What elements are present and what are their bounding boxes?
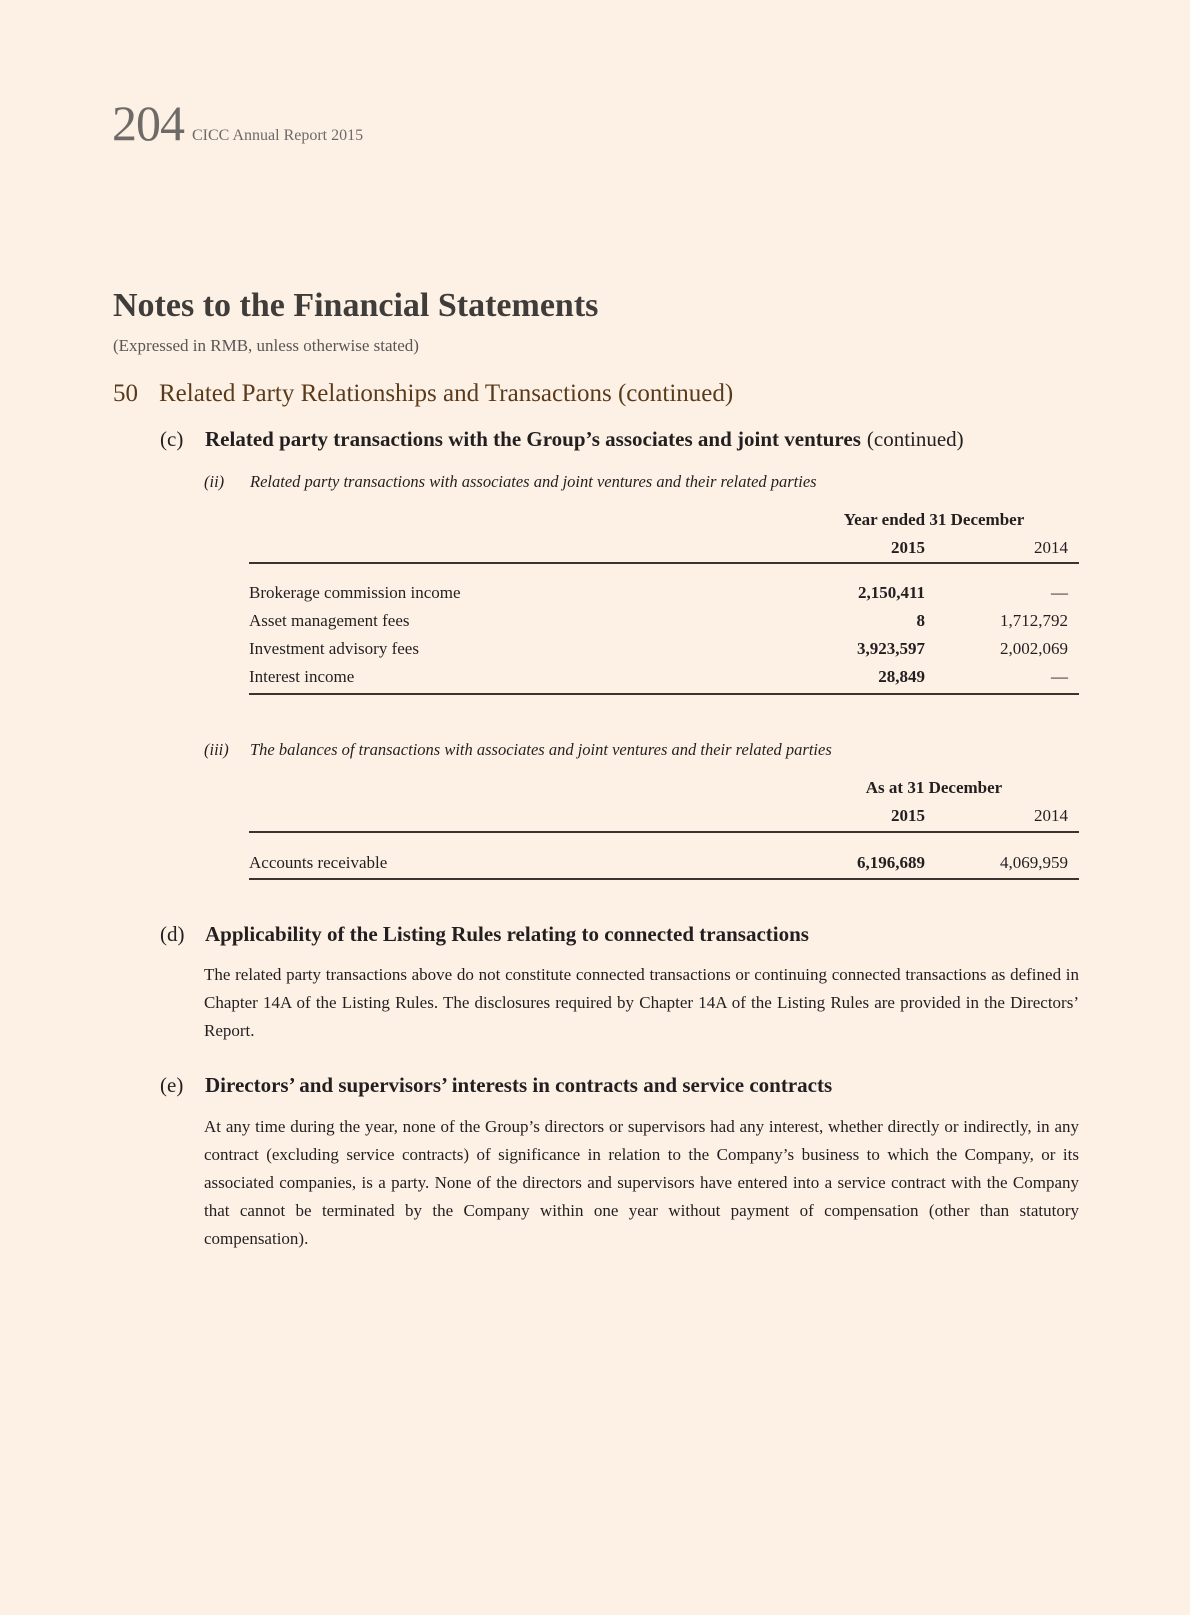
value-2014: 4,069,959	[1000, 853, 1068, 872]
value-2015: 6,196,689	[857, 853, 925, 872]
column-2014: 2014	[1034, 806, 1068, 825]
column-2015: 2015	[891, 806, 925, 825]
subsection-letter: (d)	[160, 922, 185, 946]
column-2014: 2014	[1034, 538, 1068, 557]
table-row	[249, 583, 1079, 611]
value-2014: —	[1051, 667, 1068, 686]
part-title: The balances of transactions with associates and joint ventures and their related parties	[250, 740, 832, 759]
section-title: Related Party Relationships and Transactions (continued)	[159, 380, 734, 407]
part-ii-heading	[204, 472, 817, 492]
subsection-letter: (c)	[160, 427, 184, 451]
subsection-title: Directors’ and supervisors’ interests in contracts and service contracts	[205, 1073, 833, 1097]
table-row	[249, 611, 1079, 639]
page-subtitle: (Expressed in RMB, unless otherwise stated)	[113, 336, 419, 355]
subsection-title: Related party transactions with the Group’s associates and joint ventures	[205, 427, 861, 451]
part-iii-heading	[204, 740, 832, 760]
section-number: 50	[113, 380, 138, 407]
value-2015: 8	[916, 611, 925, 630]
subsection-c-heading	[160, 427, 964, 452]
subsection-e-heading	[160, 1073, 832, 1098]
value-2015: 3,923,597	[857, 639, 925, 658]
row-label: Accounts receivable	[249, 853, 388, 872]
table-row	[249, 853, 1079, 881]
period-header: Year ended 31 December	[843, 510, 1025, 529]
row-label: Asset management fees	[249, 611, 410, 630]
part-title: Related party transactions with associates and joint ventures and their related parties	[250, 472, 817, 491]
subsection-suffix: (continued)	[866, 427, 964, 451]
header-rule	[249, 831, 1079, 833]
subsection-e-body: At any time during the year, none of the Group’s directors or supervisors had any interest, whether directly or indirectly, in any contract (excluding service contracts) of significance in relation to the Company’s business to which the Company, or its associated companies, is a party. None of the directors and supervisors have entered into a service contract with the Company that cannot be terminated by the Company within one year without payment of compensation (other than statutory compensation).	[204, 1117, 1079, 1248]
value-2015: 28,849	[878, 667, 925, 686]
footer-rule	[249, 693, 1079, 695]
column-2015: 2015	[891, 538, 925, 557]
subsection-letter: (e)	[160, 1073, 184, 1097]
report-name: CICC Annual Report 2015	[192, 127, 364, 144]
part-roman: (iii)	[204, 740, 229, 759]
row-label: Investment advisory fees	[249, 639, 419, 658]
subsection-d-heading	[160, 922, 809, 947]
header-rule	[249, 562, 1079, 564]
value-2015: 2,150,411	[857, 583, 925, 602]
row-label: Interest income	[249, 667, 355, 686]
section-heading	[113, 380, 733, 408]
page-header	[112, 95, 364, 151]
table-row	[249, 639, 1079, 667]
footer-rule	[249, 878, 1079, 880]
value-2014: —	[1051, 583, 1068, 602]
subsection-d-body: The related party transactions above do not constitute connected transactions or continuing connected transactions as defined in Chapter 14A of the Listing Rules. The disclosures required by Chapter 14A of the Listing Rules are provided in the Directors’ Report.	[204, 965, 1079, 1040]
part-roman: (ii)	[204, 472, 225, 491]
value-2014: 2,002,069	[1000, 639, 1068, 658]
period-header: As at 31 December	[865, 778, 1003, 797]
row-label: Brokerage commission income	[249, 583, 461, 602]
table-row	[249, 667, 1079, 695]
value-2014: 1,712,792	[1000, 611, 1068, 630]
page-number: 204	[112, 95, 184, 151]
page-title: Notes to the Financial Statements	[113, 287, 599, 324]
subsection-title: Applicability of the Listing Rules relating to connected transactions	[205, 922, 809, 946]
